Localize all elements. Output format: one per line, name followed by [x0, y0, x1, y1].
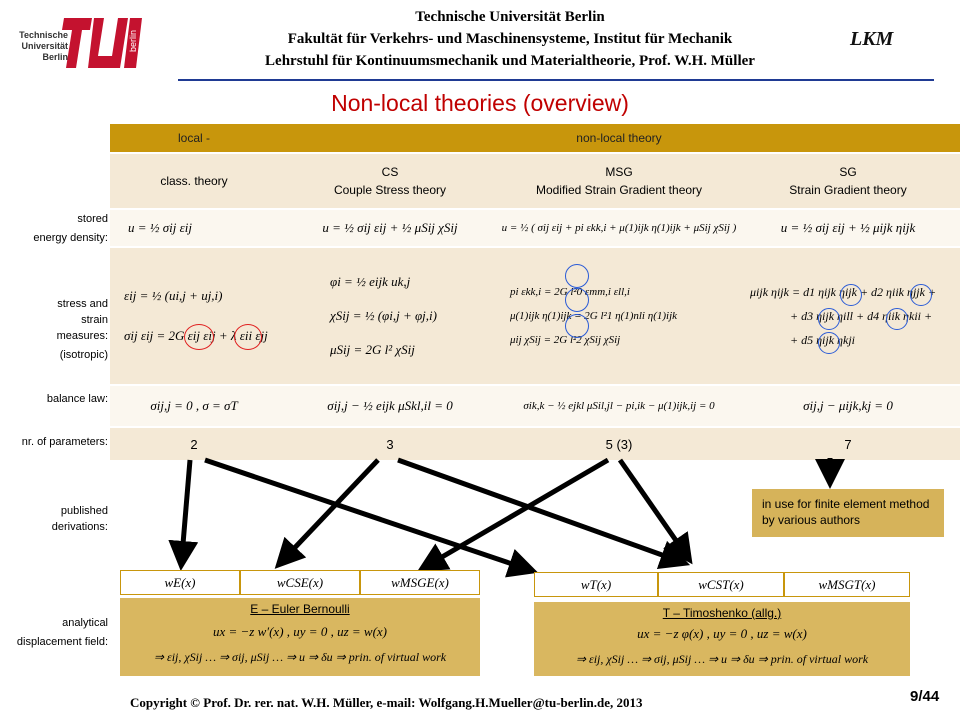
timo-w-cs: wCST(x) [659, 573, 785, 596]
balance-cs: σij,j − ½ eijk μSkl,il = 0 [278, 386, 502, 426]
logo-line-3: Berlin [42, 52, 68, 62]
measures-cs-2: χSij = ½ (φi,j + φj,i) [330, 308, 437, 323]
measures-msg-1: pi εkk,i = 2G l²0 εmm,i εll,i [510, 286, 630, 298]
page-current: 9 [910, 688, 919, 705]
measures-sg-1: μijk ηijk = d1 ηijk ηijk + d2 ηiik ηjjk + [750, 285, 937, 299]
measures-sg-3: + d5 ηijk ηkji [790, 333, 855, 347]
balance-sg: σij,j − μijk,kj = 0 [736, 386, 960, 426]
timo-w-classic: wT(x) [535, 573, 659, 596]
measures-cs-3: μSij = 2G l² χSij [330, 342, 415, 357]
row-label-analytical-2: displacement field: [16, 636, 108, 648]
page-total: /44 [918, 688, 940, 705]
euler-caption: E – Euler Bernoulli [250, 602, 350, 616]
logo-line-1: Technische [19, 30, 68, 40]
table-head-local: local - [110, 124, 278, 152]
energy-msg: u = ½ ( σij εij + pi εkk,i + μ(1)ijk η(1)ijk + μSij χSij ) [502, 210, 736, 246]
arrow-classic-euler [182, 460, 190, 556]
timo-w-row [534, 572, 910, 597]
row-label-measures-1: stress and [57, 298, 108, 310]
measures-classic-2: σij εij = 2G εij εij + λ εii εjj [124, 328, 268, 343]
energy-cs: u = ½ σij εij + ½ μSij χSij [278, 210, 502, 246]
params-msg: 5 (3) [502, 428, 736, 460]
energy-sg: u = ½ σij εij + ½ μijk ηijk [736, 210, 960, 246]
sg-abbr: SG [839, 165, 857, 179]
measures-cs-1: φi = ½ eijk uk,j [330, 274, 411, 289]
row-label-analytical-1: analytical [62, 617, 108, 629]
row-label-params: nr. of parameters: [21, 436, 108, 448]
measures-classic-1: εij = ½ (ui,j + uj,i) [124, 288, 223, 303]
euler-formula-2: ⇒ εij, χSij … ⇒ σij, μSij … ⇒ u ⇒ δu ⇒ prin. of virtual work [153, 650, 447, 664]
row-label-measures-4: (isotropic) [59, 349, 108, 361]
row-label-measures-2: strain [81, 314, 108, 326]
header-faculty: Fakultät für Verkehrs- und Maschinensysteme, Institut für Mechanik [287, 31, 733, 47]
timo-caption: T – Timoshenko (allg.) [662, 606, 782, 620]
params-classic: 2 [110, 428, 278, 460]
row-label-balance: balance law: [46, 393, 108, 405]
measures-msg-2: μ(1)ijk η(1)ijk = 2G l²1 η(1)nli η(1)ijk [510, 310, 678, 322]
arrow-msg-timo [620, 460, 684, 552]
timo-box [534, 602, 910, 676]
euler-w-row [120, 570, 480, 595]
euler-formula-1: ux = −z w′(x) , uy = 0 , uz = w(x) [212, 624, 388, 639]
row-label-published-1: published [60, 505, 108, 517]
sg-name: Strain Gradient theory [789, 183, 907, 197]
page-number [910, 688, 939, 705]
timo-formula-2: ⇒ εij, χSij … ⇒ σij, μSij … ⇒ u ⇒ δu ⇒ prin. of virtual work [575, 652, 869, 666]
table-head-nonlocal: non-local theory [278, 124, 960, 152]
msg-name: Modified Strain Gradient theory [535, 183, 703, 197]
balance-classic: σij,j = 0 , σ = σT [110, 386, 278, 426]
arrow-cs-euler [285, 460, 378, 558]
header-university: Technische Universität Berlin [415, 9, 605, 25]
row-label-measures-3: measures: [56, 330, 108, 342]
balance-msg: σik,k − ½ ejkl μSil,jl − pi,ik − μ(1)ijk,ij = 0 [502, 386, 736, 426]
header-chair: Lehrstuhl für Kontinuumsmechanik und Materialtheorie, Prof. W.H. Müller [265, 53, 755, 69]
arrow-cs-timo [398, 460, 676, 560]
timo-w-msg: wMSGT(x) [818, 576, 876, 592]
row-label-published-2: derivations: [51, 521, 108, 533]
params-sg: 7 [736, 428, 960, 460]
measures-msg-3: μij χSij = 2G l²2 χSij χSij [510, 334, 621, 346]
cs-name: Couple Stress theory [333, 183, 447, 197]
euler-box [120, 598, 480, 676]
measures-sg-2: + d3 ηijk ηill + d4 ηiik ηkii + [790, 309, 933, 323]
row-label-energy-2: energy density: [33, 232, 108, 244]
cs-abbr: CS [381, 165, 399, 179]
euler-w-cs: wCSE(x) [241, 571, 361, 594]
footer-copyright: Copyright © Prof. Dr. rer. nat. W.H. Müller, e-mail: Wolfgang.H.Mueller@tu-berlin.de, 2013 [130, 695, 643, 710]
fem-note: in use for finite element method by various authors [752, 489, 944, 537]
lkm-logo: LKM [850, 28, 894, 50]
cell-class-theory: class. theory [110, 154, 278, 208]
row-label-energy-1: stored [77, 213, 108, 225]
logo-line-2: Universität [21, 41, 68, 51]
arrow-msg-euler [430, 460, 608, 564]
euler-w-classic: wE(x) [121, 571, 241, 594]
energy-classic: u = ½ σij εij [110, 210, 278, 246]
logo-word: berlin [128, 29, 138, 52]
page-title: Non-local theories (overview) [331, 90, 629, 116]
msg-abbr: MSG [605, 165, 633, 179]
euler-w-msg: wMSGE(x) [391, 574, 449, 590]
timo-formula-1: ux = −z φ(x) , uy = 0 , uz = w(x) [637, 626, 807, 641]
params-cs: 3 [278, 428, 502, 460]
